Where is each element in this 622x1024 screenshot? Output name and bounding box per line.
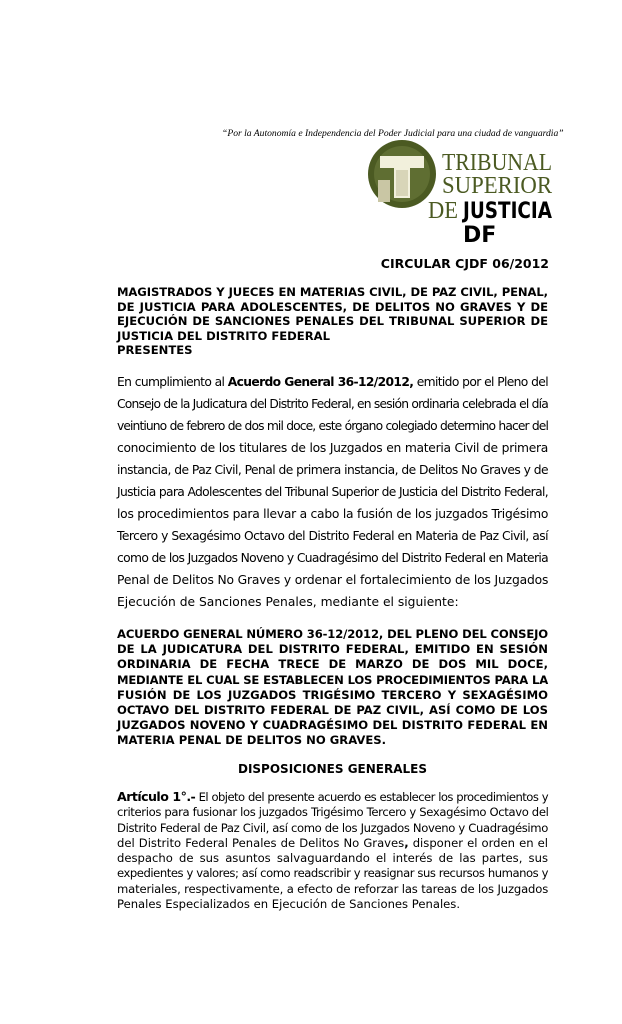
article-line: Penales Especializados en Ejecución de Sanciones Penales. (117, 897, 461, 912)
addressee-line: DE JUSTICIA PARA ADOLESCENTES, DE DELITOS NO GRAVES Y DE (117, 299, 548, 314)
intro-line: Consejo de la Judicatura del Distrito Federal, en sesión ordinaria celebrada el día (117, 397, 548, 411)
agreement-title-line: JUZGADOS NOVENO Y CUADRAGÉSIMO DEL DISTRITO FEDERAL EN (117, 718, 548, 733)
article-text: del Distrito Federal Penales de Delitos No Graves (117, 835, 405, 850)
agreement-title-line: ORDINARIA DE FECHA TRECE DE MARZO DE DOS MIL DOCE, (117, 657, 548, 672)
addressee-line: MAGISTRADOS Y JUECES EN MATERIAS CIVIL, DE PAZ CIVIL, PENAL, (117, 285, 548, 299)
logo-line3b: JUSTICIA (461, 199, 552, 224)
article-text: disponer el orden en el (408, 835, 548, 850)
addressee-line: JUSTICIA DEL DISTRITO FEDERAL (117, 328, 331, 343)
agreement-title-line: ACUERDO GENERAL NÚMERO 36-12/2012, DEL PLENO DEL CONSEJO (117, 627, 548, 641)
tsjdf-logo (366, 140, 552, 250)
agreement-title-line: MEDIANTE EL CUAL SE ESTABLECEN LOS PROCEDIMIENTOS PARA LA (117, 672, 548, 687)
intro-line: Tercero y Sexagésimo Octavo del Distrito Federal en Materia de Paz Civil, así (117, 529, 548, 543)
intro-line: veintiuno de febrero de dos mil doce, este órgano colegiado determino hacer del (117, 419, 548, 433)
intro-line: conocimiento de los titulares de los Juzgados en materia Civil de primera (117, 441, 548, 455)
logo-line4: DF (463, 223, 497, 248)
circular-number: CIRCULAR CJDF 06/2012 (380, 256, 549, 271)
article-line: Distrito Federal de Paz Civil, así como de los Juzgados Noveno y Cuadragésimo (117, 820, 548, 835)
article-line (117, 789, 548, 805)
intro-text: emitido por el Pleno del (413, 375, 548, 389)
article-line: expedientes y valores; así como readscribir y reasignar sus recursos humanos y (117, 866, 548, 881)
intro-line: instancia, de Paz Civil, Penal de primera instancia, de Delitos No Graves y de (117, 463, 548, 477)
agreement-title-line: FUSIÓN DE LOS JUZGADOS TRIGÉSIMO TERCERO Y SEXAGÉSIMO (117, 687, 548, 702)
article-line: criterios para fusionar los juzgados Trigésimo Tercero y Sexagésimo Octavo del (117, 805, 549, 820)
intro-line: Ejecución de Sanciones Penales, mediante el siguiente: (117, 595, 459, 609)
intro-line: como de los Juzgados Noveno y Cuadragésimo del Distrito Federal en Materia (117, 551, 548, 565)
agreement-title (117, 627, 548, 749)
article-line: despacho de sus asuntos salvaguardando el interés de las partes, sus (117, 851, 548, 866)
article-1 (117, 789, 548, 912)
article-label: Artículo 1°.- (117, 789, 196, 804)
agreement-title-line: MATERIA PENAL DE DELITOS NO GRAVES. (117, 733, 387, 748)
section-title: DISPOSICIONES GENERALES (237, 762, 427, 776)
intro-line (117, 371, 548, 393)
intro-line: Justicia para Adolescentes del Tribunal Superior de Justicia del Distrito Federal, (117, 485, 548, 499)
article-line: materiales, respectivamente, a efecto de reforzar las tareas de los Juzgados (117, 881, 549, 896)
article-text: El objeto del presente acuerdo es establecer los procedimientos y (195, 790, 549, 804)
logo-line1: TRIBUNAL (442, 150, 552, 176)
article-line (117, 836, 548, 851)
logo-line2: SUPERIOR (442, 173, 552, 199)
intro-line: los procedimientos para llevar a cabo la fusión de los juzgados Trigésimo (117, 507, 549, 521)
article-text: , (404, 835, 409, 850)
agreement-title-line: OCTAVO DEL DISTRITO FEDERAL DE PAZ CIVIL, ASÍ COMO DE LOS (117, 703, 548, 718)
intro-line: Penal de Delitos No Graves y ordenar el fortalecimiento de los Juzgados (117, 573, 549, 587)
addressees (117, 285, 548, 358)
agreement-reference: Acuerdo General 36-12/2012, (227, 375, 414, 389)
addressee-line: EJECUCIÓN DE SANCIONES PENALES DEL TRIBUNAL SUPERIOR DE (117, 314, 548, 328)
institutional-motto: “Por la Autonomía e Independencia del Poder Judicial para una ciudad de vanguardia” (222, 128, 564, 139)
logo-line3a: DE (428, 198, 458, 224)
intro-text: En cumplimiento al (117, 375, 228, 389)
intro-paragraph (117, 371, 548, 613)
tsjdf-emblem-icon (366, 140, 552, 250)
addressee-line: PRESENTES (117, 343, 193, 357)
agreement-title-line: DE LA JUDICATURA DEL DISTRITO FEDERAL, EMITIDO EN SESIÓN (117, 642, 548, 657)
